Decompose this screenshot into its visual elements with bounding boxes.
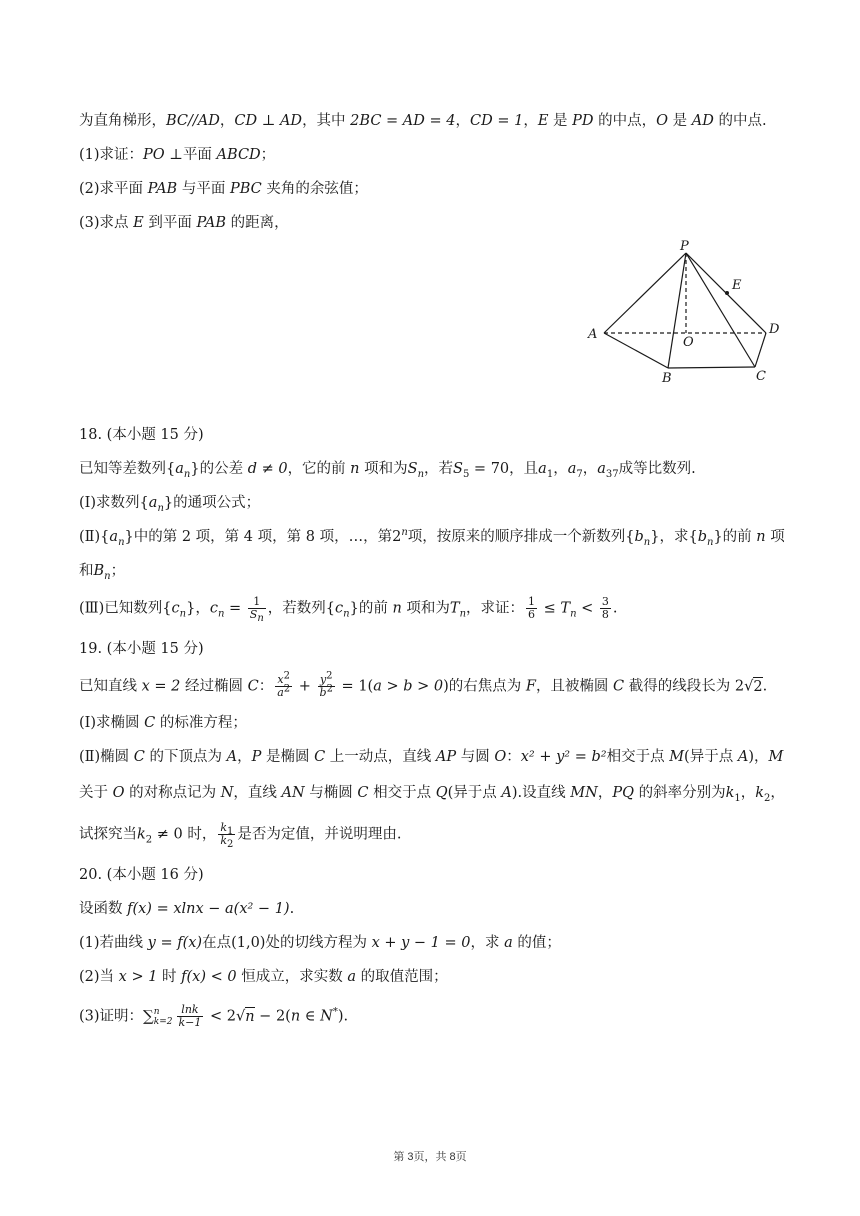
edge-PA: [604, 253, 686, 333]
q17-part3: (3)求点 E 到平面 PAB 的距离，: [79, 215, 289, 231]
q18-part3: (Ⅲ)已知数列$\{c_n\}$，$c_n$ = $\frac{1}{S_n}$ ，若数列$\{c_n\}$的前 n 项和为$T_n$，求证： $\frac{1}{6}$ ≤ $T_n$ < $\frac{3}{8}$ .: [79, 595, 618, 625]
q18-header: 18. (本小题 15 分): [79, 427, 204, 443]
edge-PB: [668, 253, 686, 368]
q18-part1: (Ⅰ)求数列$\{a_n\}$的通项公式；: [79, 495, 261, 514]
q19-part2-cont2: 试探究当$k_2 \ne 0$ 时， $\frac{k_1}{k_2}$ 是否为定值，并说明理由.: [79, 821, 402, 851]
fraction-k1-k2: $\frac{k_1}{k_2}$: [220, 821, 234, 851]
edge-PC: [686, 253, 755, 367]
label-D: D: [769, 322, 780, 337]
q19-part2: (Ⅱ)椭圆 C 的下顶点为 A，P 是椭圆 C 上一动点，直线 AP 与圆 O：x² + y² = b²相交于点 M(异于点 A)，M: [79, 749, 784, 765]
q17-part2: (2)求平面 PAB 与平面 PBC 夹角的余弦值；: [79, 181, 368, 197]
fraction-1-6: $\frac{1}{6}$: [528, 595, 536, 621]
page-footer: 第 3页，共 8页: [393, 1151, 467, 1163]
q17-intro: 为直角梯形，BC//AD，CD ⊥ AD，其中 2BC = AD = 4，CD = 1，E 是 PD 的中点，O 是 AD 的中点.: [79, 113, 767, 129]
fraction-x2-a2: $\frac{x^2}{a^2}$: [277, 670, 291, 699]
q18-part2: $(Ⅱ)\{a_n\}$中的第 2 项，第 4 项，第 8 项，…，第2$^n$项，按原来的顺序排成一个新数列$\{b_n\}$，求$\{b_n\}$的前 n 项: [79, 527, 785, 548]
label-P: P: [680, 239, 689, 254]
edge-AB: [604, 333, 668, 368]
pyramid-figure: [580, 236, 790, 396]
edge-BC: [668, 367, 755, 368]
q20-header: 20. (本小题 16 分): [79, 867, 204, 883]
q18-part2-cont: 和$B_n$；: [79, 563, 126, 582]
label-C: C: [756, 369, 766, 384]
fraction-3-8: $\frac{3}{8}$: [601, 595, 609, 621]
q19-part1: (Ⅰ)求椭圆 C 的标准方程；: [79, 715, 247, 731]
summation-limits: n k=2: [153, 1006, 173, 1027]
q17-part1: (1)求证：PO ⊥平面 ABCD；: [79, 147, 276, 163]
fraction-y2-b2: $\frac{y^2}{b^2}$: [319, 670, 333, 699]
point-E-dot: [725, 291, 729, 295]
q19-statement: 已知直线 x = 2 经过椭圆 C： $\frac{x^2}{a^2}$ + $\frac{y^2}{b^2}$ = 1(a > b > 0)的右焦点为 F，且被椭圆 C 截得的线段长为 2√2.: [79, 670, 768, 699]
label-A: A: [588, 327, 598, 342]
q20-part3: (3)证明：∑ n k=2 $\frac{\ln k}{k-1}$ < 2√n − 2(n ∈ N*).: [79, 1003, 349, 1029]
q19-part2-cont: 关于 O 的对称点记为 N，直线 AN 与椭圆 C 相交于点 Q(异于点 A).设直线 MN，PQ 的斜率分别为$k_1$，$k_2$，: [79, 785, 785, 804]
label-E: E: [732, 278, 742, 293]
q18-statement: 已知等差数列$\{a_n\}$的公差 d ≠ 0，它的前 n 项和为$S_n$，若$S_5 = 70$，且$a_1$，$a_7$，$a_{37}$成等比数列.: [79, 461, 696, 480]
q20-part1: (1)若曲线 y = f(x)在点(1,0)处的切线方程为 x + y − 1 = 0，求 a 的值；: [79, 935, 561, 951]
label-O: O: [683, 335, 694, 350]
q20-part2: (2)当 x > 1 时 f(x) < 0 恒成立，求实数 a 的取值范围；: [79, 969, 448, 985]
q19-header: 19. (本小题 15 分): [79, 641, 204, 657]
summation-symbol: ∑: [143, 1007, 154, 1025]
label-B: B: [662, 371, 672, 386]
q20-statement: 设函数 f(x) = xlnx − a(x² − 1).: [79, 901, 295, 917]
fraction-lnk-over-k-1: $\frac{\ln k}{k-1}$: [178, 1003, 202, 1029]
fraction-1-over-Sn: $\frac{1}{S_n}$: [249, 595, 264, 625]
pyramid-diagram: [580, 236, 790, 396]
edge-CD: [755, 333, 766, 367]
